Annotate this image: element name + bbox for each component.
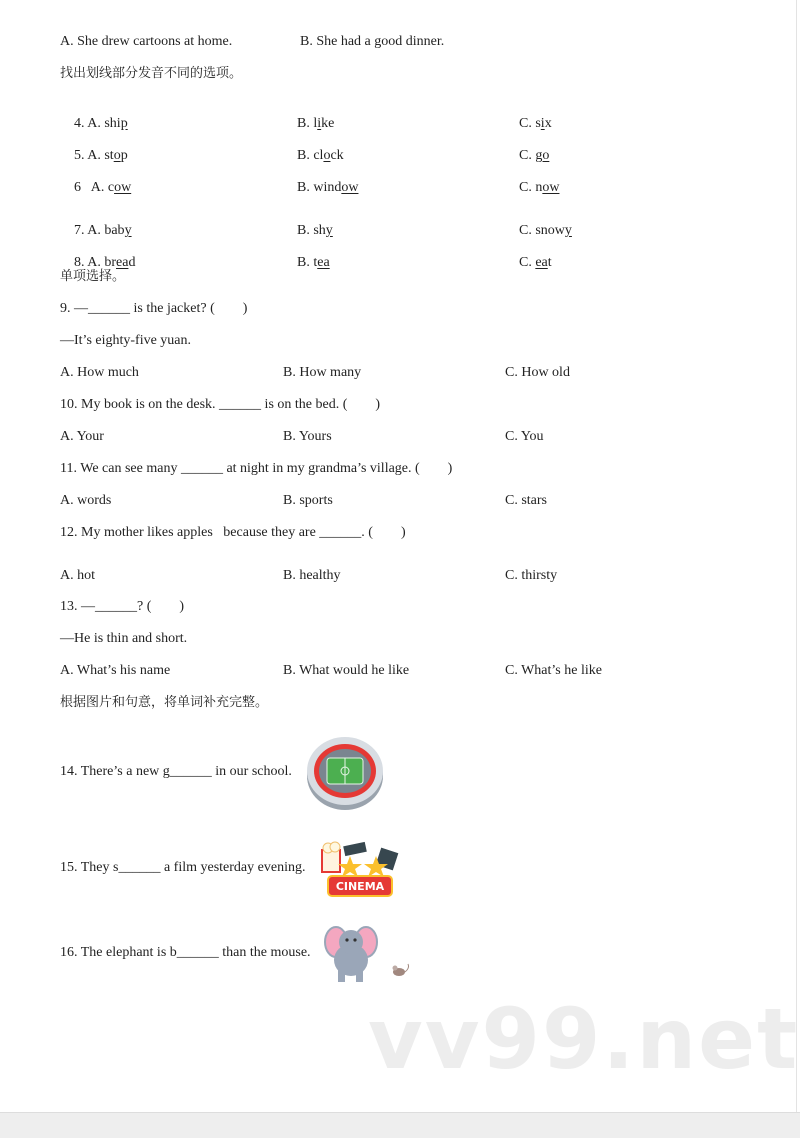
q8-c-part: C. [519, 255, 536, 270]
q7-c-part: C. snow [519, 223, 565, 238]
q5-b-underlined: o [323, 148, 331, 163]
q13-answer-line: —He is thin and short. [60, 631, 188, 646]
elephant-mouse-picture [322, 920, 414, 986]
watermark-text: vv99.net [368, 990, 800, 1088]
q4-c-part: C. s [519, 116, 541, 131]
q4-a-underlined: p [120, 116, 128, 131]
q6-number: 6 A. c [74, 180, 115, 195]
q13-option-a: A. What’s his name [60, 663, 171, 678]
stadium-picture [303, 728, 387, 814]
q16-sentence: 16. The elephant is b______ than the mouse. [60, 945, 311, 960]
q11-option-a: A. words [60, 493, 112, 508]
q5-c-underlined: go [535, 148, 550, 163]
q7-number: 7. A. bab [74, 223, 125, 238]
q5-b-rest: ck [330, 148, 344, 163]
q12-option-a: A. hot [60, 568, 95, 583]
q7-a-underlined: y [124, 223, 132, 238]
q4-number: 4. A. [74, 116, 105, 131]
q3-option-b: B. She had a good dinner. [300, 34, 445, 49]
q8-option-b [283, 236, 330, 290]
viewer-bottom-bar [0, 1112, 800, 1138]
q5-number: 5. A. st [74, 148, 114, 163]
q6-c-underlined: ow [542, 180, 560, 195]
q7-c-underlined: y [564, 223, 572, 238]
q8-option-c [505, 236, 552, 290]
q9-question: 9. —______ is the jacket? ( ) [60, 301, 248, 316]
q10-option-b: B. Yours [283, 429, 332, 444]
q10-option-c: C. You [505, 429, 544, 444]
q10-question: 10. My book is on the desk. ______ is on the bed. ( ) [60, 397, 381, 412]
q5-a-underlined: o [113, 148, 121, 163]
q6-c-part: C. n [519, 180, 543, 195]
section-title-pronunciation: 找出划线部分发音不同的选项。 [60, 66, 243, 81]
q12-option-b: B. healthy [283, 568, 341, 583]
q9-answer-line: —It’s eighty-five yuan. [60, 333, 192, 348]
q10-option-a: A. Your [60, 429, 104, 444]
q5-b-part: B. cl [297, 148, 324, 163]
q12-question: 12. My mother likes apples because they are ______. ( ) [60, 525, 406, 540]
q7-b-part: B. sh [297, 223, 326, 238]
q11-option-c: C. stars [505, 493, 547, 508]
q13-option-b: B. What would he like [283, 663, 410, 678]
q13-option-c: C. What’s he like [505, 663, 602, 678]
q4-b-underlined: i [317, 116, 322, 131]
q14-sentence: 14. There’s a new g______ in our school. [60, 764, 292, 779]
q4-a-part: shi [104, 116, 121, 131]
q8-number: 8. A. br [74, 255, 116, 270]
q12-option-c: C. thirsty [505, 568, 558, 583]
q9-option-c: C. How old [505, 365, 570, 380]
cinema-picture [320, 836, 406, 902]
q6-b-part: B. wind [297, 180, 342, 195]
q15-sentence: 15. They s______ a film yesterday evening. [60, 860, 306, 875]
q7-b-underlined: y [325, 223, 333, 238]
section-title-single-choice: 单项选择。 [60, 269, 126, 284]
q11-question: 11. We can see many ______ at night in my grandma’s village. ( ) [60, 461, 453, 476]
q6-a-underlined: ow [114, 180, 132, 195]
q8-c-underlined: ea [535, 255, 548, 270]
section-title-word-completion: 根据图片和句意，将单词补充完整。 [60, 695, 269, 710]
q4-b-part: B. l [297, 116, 318, 131]
q8-b-part: B. t [297, 255, 318, 270]
q5-a-rest: p [120, 148, 128, 163]
q5-c-part: C. [519, 148, 536, 163]
q8-a-underlined: ea [116, 255, 129, 270]
q6-b-underlined: ow [341, 180, 359, 195]
q3-option-a: A. She drew cartoons at home. [60, 34, 233, 49]
cinema-sign-text: CINEMA [335, 880, 385, 893]
q11-option-b: B. sports [283, 493, 333, 508]
q9-option-b: B. How many [283, 365, 362, 380]
q8-c-rest: t [547, 255, 552, 270]
q4-c-rest: x [544, 116, 552, 131]
q8-a-rest: d [128, 255, 136, 270]
q4-b-rest: ke [321, 116, 335, 131]
q8-b-underlined: ea [317, 255, 330, 270]
q9-option-a: A. How much [60, 365, 139, 380]
q13-question: 13. —______? ( ) [60, 599, 185, 614]
q4-c-underlined: i [540, 116, 545, 131]
